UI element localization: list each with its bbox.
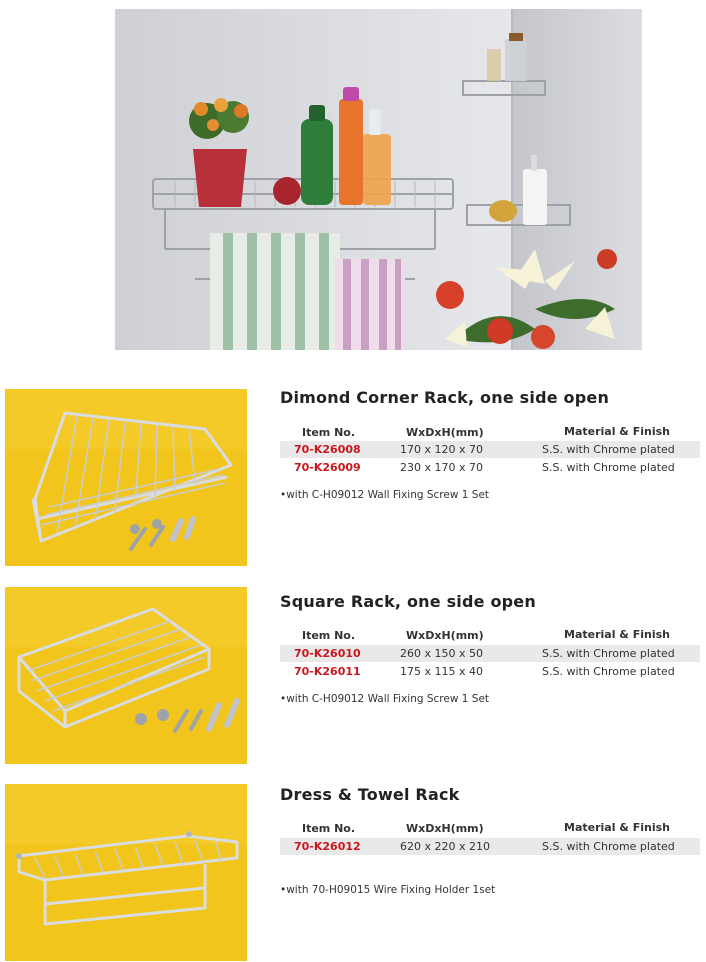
header-dimensions: WxDxH(mm) [406,426,484,439]
product-section-towel-rack [280,785,700,905]
header-item-no: Item No. [302,426,356,439]
item-material: S.S. with Chrome plated [542,665,675,678]
accessory-note: •with C-H09012 Wall Fixing Screw 1 Set [280,693,490,705]
product-title: Square Rack, one side open [280,592,536,611]
product-section-corner-rack [280,388,700,508]
product-title: Dimond Corner Rack, one side open [280,388,610,407]
item-code: 70-K26011 [294,665,361,678]
item-code: 70-K26012 [294,840,361,853]
item-dimensions: 175 x 115 x 40 [400,665,483,678]
header-item-no: Item No. [302,822,356,835]
bathroom-shelf-illustration [115,9,642,350]
item-dimensions: 620 x 220 x 210 [400,840,490,853]
table-row [280,441,700,458]
table-row [280,645,700,662]
product-section-square-rack [280,592,700,712]
header-dimensions: WxDxH(mm) [406,629,484,642]
header-material: Material & Finish [564,628,670,641]
product-title: Dress & Towel Rack [280,785,460,804]
header-dimensions: WxDxH(mm) [406,822,484,835]
item-dimensions: 260 x 150 x 50 [400,647,483,660]
item-code: 70-K26010 [294,647,361,660]
item-dimensions: 170 x 120 x 70 [400,443,483,456]
table-row [280,663,700,680]
hero-photo [115,9,642,350]
header-material: Material & Finish [564,425,670,438]
table-row [280,459,700,476]
header-material: Material & Finish [564,821,670,834]
corner-rack-photo [5,389,247,566]
table-row [280,838,700,855]
towel-rack-photo [5,784,247,961]
item-material: S.S. with Chrome plated [542,840,675,853]
item-dimensions: 230 x 170 x 70 [400,461,483,474]
square-rack-photo [5,587,247,764]
item-material: S.S. with Chrome plated [542,647,675,660]
header-item-no: Item No. [302,629,356,642]
item-code: 70-K26008 [294,443,361,456]
accessory-note: •with 70-H09015 Wire Fixing Holder 1set [280,884,496,896]
item-code: 70-K26009 [294,461,361,474]
item-material: S.S. with Chrome plated [542,443,675,456]
item-material: S.S. with Chrome plated [542,461,675,474]
accessory-note: •with C-H09012 Wall Fixing Screw 1 Set [280,489,490,501]
